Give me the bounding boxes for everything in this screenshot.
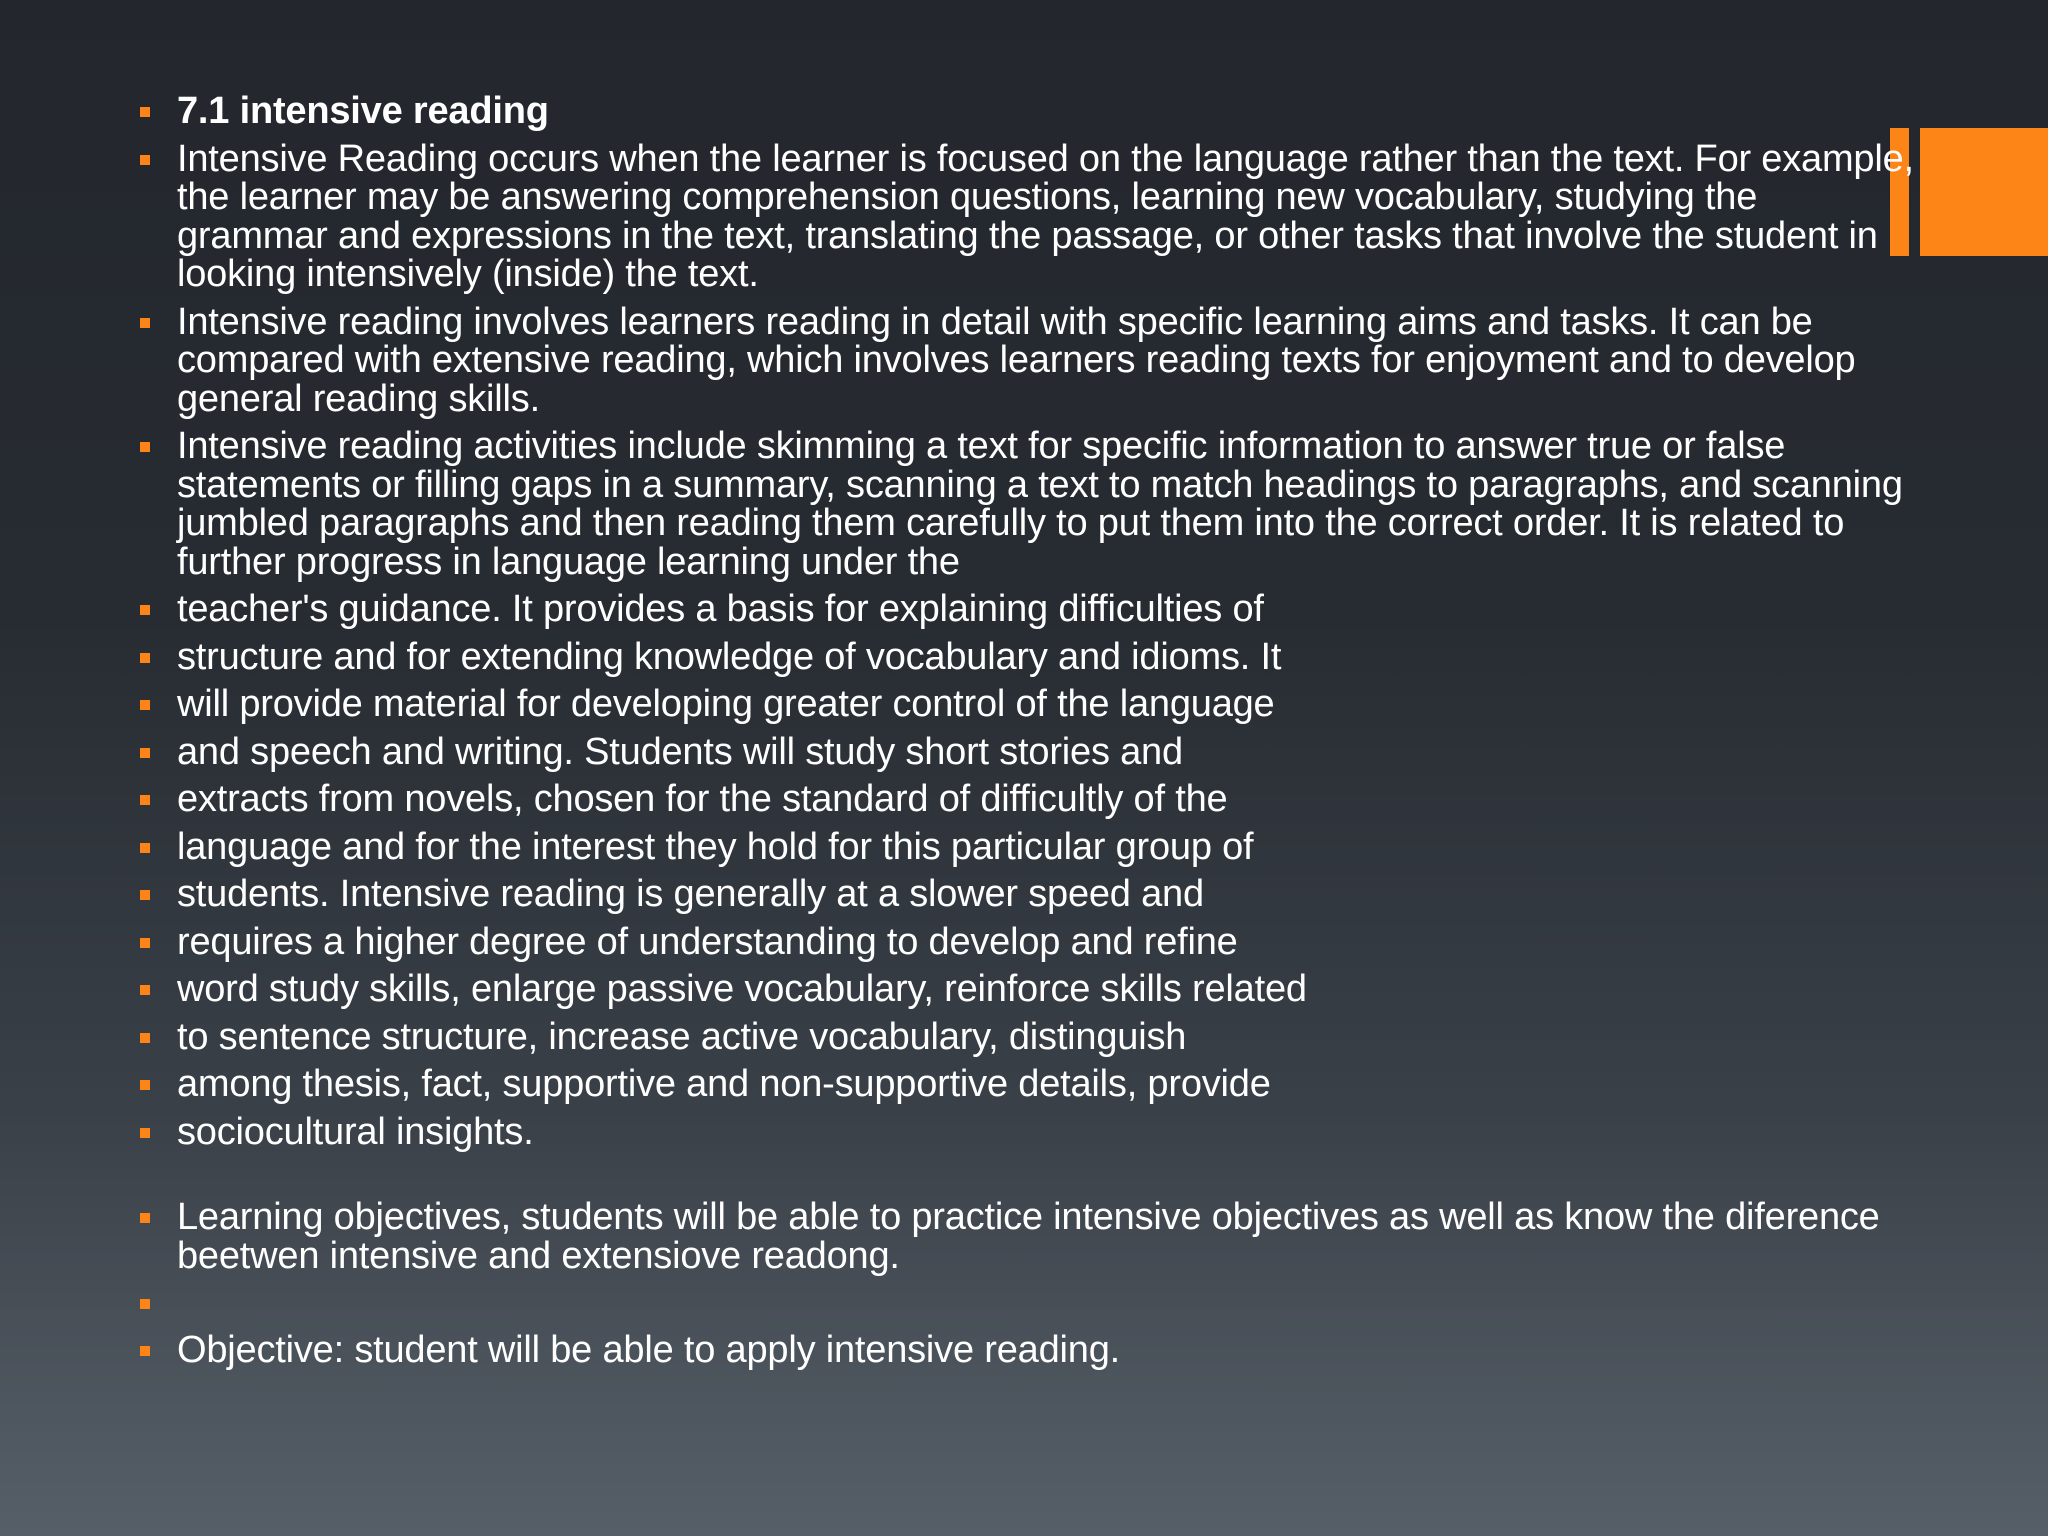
square-bullet-icon [140,442,150,452]
bullet-item [135,1015,1915,1058]
bullet-item [135,875,1915,914]
bullet-text: and speech and writing. Students will study short stories and [177,730,1183,773]
bullet-text: will provide material for developing greater control of the language [177,683,1275,725]
accent-bar-block [1920,128,2048,256]
bullet-text: students. Intensive reading is generally at a slower speed and [177,873,1204,915]
bullet-item [135,970,1915,1009]
square-bullet-icon [140,938,150,948]
bullet-text: Intensive reading involves learners reading in detail with specific learning aims and tasks. It can be compared with extensive reading, which involves learners reading texts for enjoyment and to develop general reading skills. [177,300,1856,420]
bullet-item [135,1284,1915,1322]
bullet-text: Objective: student will be able to apply intensive reading. [177,1329,1120,1371]
bullet-text: requires a higher degree of understanding to develop and refine [177,920,1238,963]
square-bullet-icon [140,1080,150,1090]
square-bullet-icon [140,748,150,758]
bullet-item [135,685,1915,724]
bullet-item [135,1065,1915,1104]
bullet-item [135,300,1915,420]
square-bullet-icon [140,155,150,165]
square-bullet-icon [140,653,150,663]
square-bullet-icon [140,843,150,853]
bullet-item [135,1110,1915,1153]
bullet-item [135,1198,1915,1275]
bullet-text: word study skills, enlarge passive vocabulary, reinforce skills related [177,968,1307,1010]
bullet-item [135,730,1915,773]
bullet-text: among thesis, fact, supportive and non-supportive details, provide [177,1063,1271,1105]
bullet-item [135,427,1915,581]
bullet-item [135,590,1915,629]
bullet-text: language and for the interest they hold for this particular group of [177,825,1254,868]
bullet-text: Learning objectives, students will be able to practice intensive objectives as well as know the diference beetwen intensive and extensiove readong. [177,1196,1880,1277]
square-bullet-icon [140,1213,150,1223]
bullet-item [135,920,1915,963]
square-bullet-icon [140,1346,150,1356]
bullet-text: sociocultural insights. [177,1110,534,1153]
bullet-text: to sentence structure, increase active vocabulary, distinguish [177,1015,1187,1058]
square-bullet-icon [140,318,150,328]
square-bullet-icon [140,795,150,805]
square-bullet-icon [140,1128,150,1138]
bullet-list [135,92,1915,1379]
bullet-text: structure and for extending knowledge of vocabulary and idioms. It [177,635,1282,678]
square-bullet-icon [140,985,150,995]
bullet-item [135,137,1915,295]
square-bullet-icon [140,700,150,710]
bullet-item [135,825,1915,868]
bullet-text: extracts from novels, chosen for the standard of difficultly of the [177,778,1228,820]
square-bullet-icon [140,605,150,615]
square-bullet-icon [140,1033,150,1043]
bullet-text: Intensive Reading occurs when the learner is focused on the language rather than the text. For example, the learner may be answering comprehension questions, learning new vocabulary, studying the grammar and expressions in the text, translating the passage, or other tasks that involve the student in looking intensively (inside) the text. [177,137,1914,295]
bullet-item [135,635,1915,678]
bullet-item [135,1331,1915,1370]
square-bullet-icon [140,107,150,117]
bullet-text: teacher's guidance. It provides a basis for explaining difficulties of [177,588,1264,630]
bullet-text: 7.1 intensive reading [177,90,549,132]
bullet-text: Intensive reading activities include skimming a text for specific information to answer true or false statements or filling gaps in a summary, scanning a text to match headings to paragraphs, and scanning jumbled paragraphs and then reading them carefully to put them into the correct order. It is related to further progress in language learning under the [177,425,1903,583]
square-bullet-icon [140,890,150,900]
square-bullet-icon [140,1299,150,1309]
bullet-item [135,92,1915,131]
bullet-item [135,780,1915,819]
